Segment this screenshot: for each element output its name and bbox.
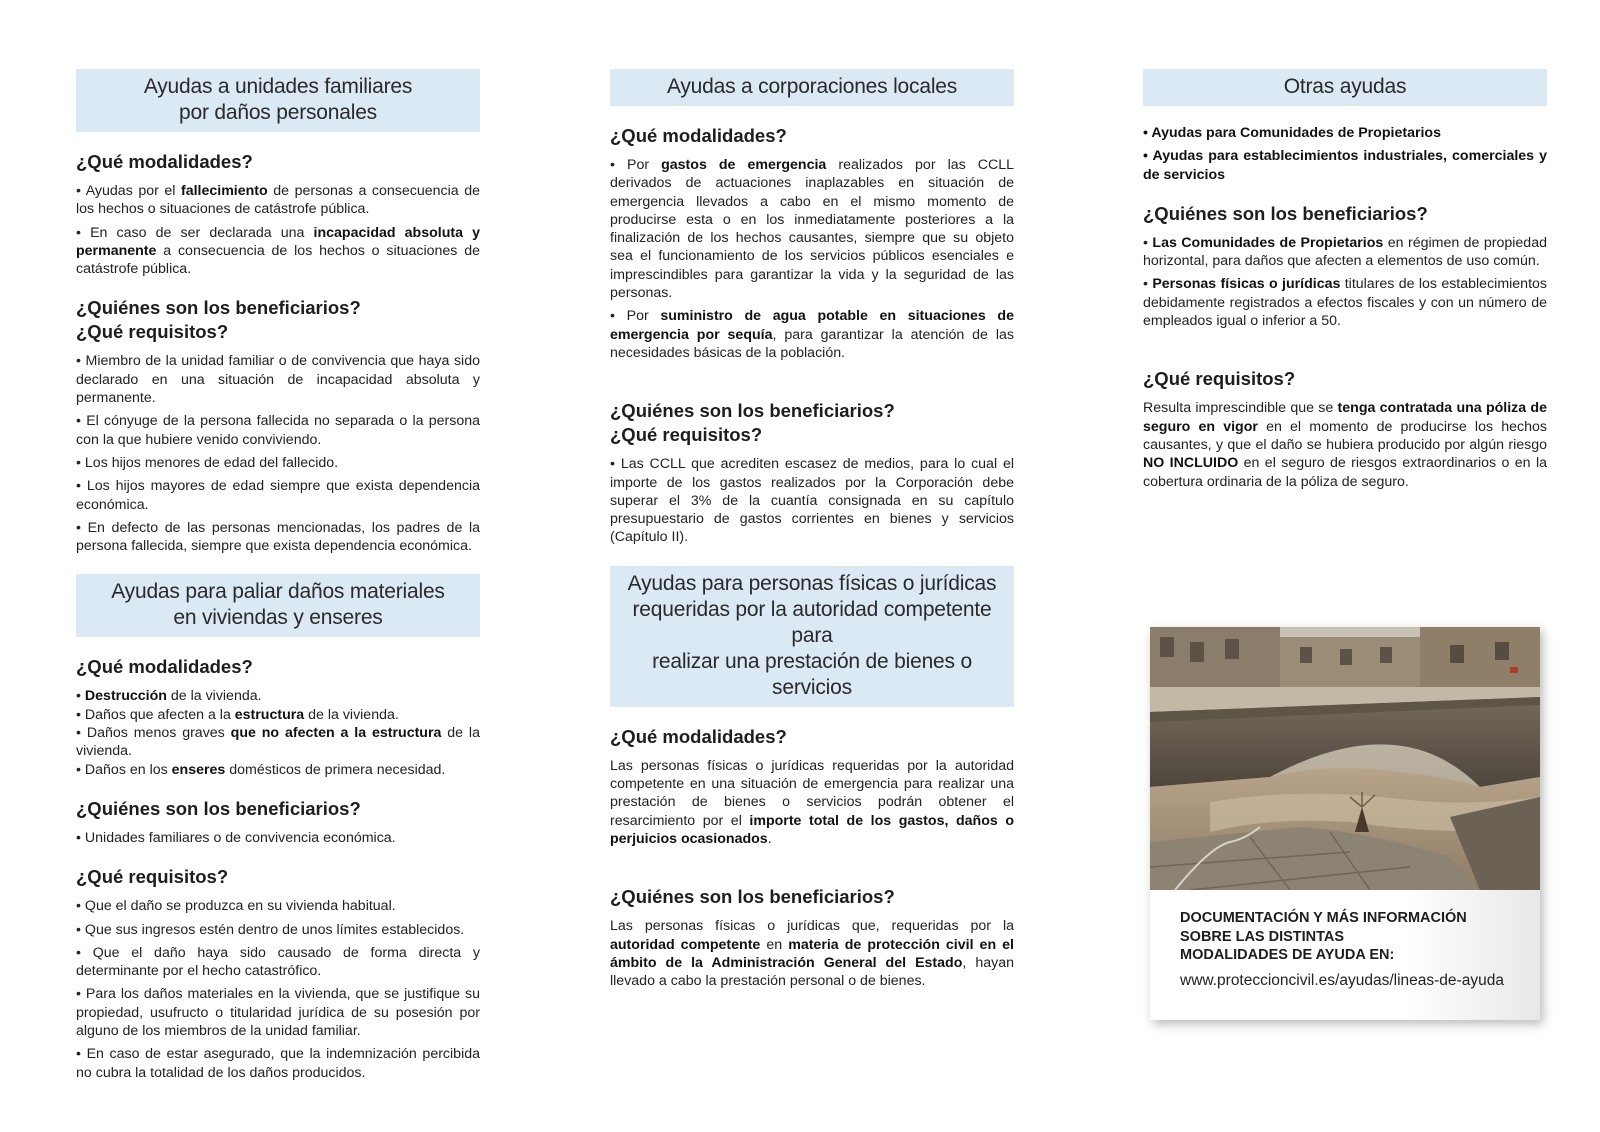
heading-beneficiaries: ¿Quiénes son los beneficiarios? [76,797,361,819]
paragraph: • En caso de ser declarada una incapacidad absoluta y permanente a consecuencia de los hechos o situaciones de catástrofe pública. [76,224,480,278]
heading-modalities: ¿Qué modalidades? [76,151,253,172]
paragraph: • Las Comunidades de Propietarios en régimen de propiedad horizontal, para daños que afecten a elementos de uso común. [1143,234,1547,270]
banner-line: realizar una prestación de bienes o servicios [652,649,972,699]
paragraph: • Las CCLL que acrediten escasez de medios, para lo cual el importe de los gastos realizados por la Corporación debe superar el 3% de la cuantía consignada en su capítulo presupuestario de gastos corrientes en bienes y servicios (Capítulo II). [610,456,1014,546]
list-item: • Para los daños materiales en la vivienda, que se justifique su propiedad, usufructo o titularidad jurídica de su posesión por alguno de los miembros de la unidad familiar. [76,986,480,1040]
list-item: • Que el daño se produzca en su vivienda habitual. [76,898,396,915]
list-item: • Ayudas para establecimientos industriales, comerciales y de servicios [1143,148,1547,183]
banner-line: Ayudas para personas físicas o jurídicas [627,571,997,595]
column-other-aid [1143,69,1547,496]
heading-beneficiaries: ¿Quiénes son los beneficiarios? [610,886,895,908]
section-banner-other-aid: Otras ayudas [1143,69,1547,106]
list-item: • Destrucción de la vivienda. [76,688,262,705]
section-banner-required-persons [610,566,1014,707]
banner-line: Ayudas para paliar daños materiales [111,580,445,604]
list-item: • Que sus ingresos estén dentro de unos límites establecidos. [76,921,465,938]
list-item: • Los hijos menores de edad del fallecido. [76,454,339,471]
paragraph: Las personas físicas o jurídicas requeridas por la autoridad competente en una situación de emergencia para realizar una prestación de bienes o servicios podrán obtener el resarcimiento por el importe total de los gastos, daños o perjuicios ocasionados. [610,757,1014,847]
section-banner-material-damage [76,574,480,637]
paragraph: Las personas físicas o jurídicas que, requeridas por la autoridad competente en materia de protección civil en el ámbito de la Administración General del Estado, hayan llevado a cabo la prestación personal o de bienes. [610,918,1015,990]
info-url-link[interactable]: www.proteccioncivil.es/ayudas/lineas-de-ayuda [1180,971,1504,989]
info-title: DOCUMENTACIÓN Y MÁS INFORMACIÓN SOBRE LAS DISTINTAS MODALIDADES DE AYUDA EN: [1180,910,1467,963]
banner-line: requeridas por la autoridad competente para [632,597,992,647]
heading-modalities: ¿Qué modalidades? [76,656,253,678]
paragraph: • Unidades familiares o de convivencia económica. [76,829,396,846]
heading-requirements: ¿Qué requisitos? [76,866,229,888]
heading-requirements: ¿Qué requisitos? [1143,368,1296,390]
banner-line: en viviendas y enseres [173,606,383,630]
column-local-corporations [610,69,1014,995]
heading-modalities: ¿Qué modalidades? [610,125,787,146]
section-banner-personal-damage [76,69,480,132]
banner-line: Ayudas a unidades familiares [143,75,413,98]
list-item: • El cónyuge de la persona fallecida no separada o la persona con la que hubiere venido conviviendo. [76,413,480,448]
list-item: • Ayudas para Comunidades de Propietarios [1143,125,1441,141]
paragraph: • Ayudas por el fallecimiento de personas a consecuencia de los hechos o situaciones de catástrofe pública. [76,183,480,218]
list-item: • En caso de estar asegurado, que la indemnización percibida no cubra la totalidad de los daños producidos. [76,1046,480,1081]
list-item: • En defecto de las personas mencionadas, los padres de la persona fallecida, siempre que exista dependencia económica. [76,519,480,555]
list-item: • Daños en los enseres domésticos de primera necesidad. [76,761,446,778]
heading-beneficiaries-requirements: ¿Quiénes son los beneficiarios? ¿Qué requisitos? [610,400,895,446]
paragraph: • Personas físicas o jurídicas titulares de los establecimientos debidamente registrados a efectos fiscales y con un número de empleados igual o inferior a 50. [1143,276,1547,330]
paragraph: Resulta imprescindible que se tenga contratada una póliza de seguro en vigor en el momento de producirse los hechos causantes, y que el daño se hubiera producido por algún riesgo NO INCLUIDO en el seguro de riesgos extraordinarios o en la cobertura ordinaria de la póliza de seguro. [1143,400,1548,490]
heading-modalities: ¿Qué modalidades? [610,725,787,747]
paragraph: • Por suministro de agua potable en situaciones de emergencia por sequía, para garantizar la atención de las necesidades básicas de la población. [610,308,1014,361]
list-item: • Daños que afecten a la estructura de la vivienda. [76,706,399,723]
heading-beneficiaries-requirements: ¿Quiénes son los beneficiarios? ¿Qué requisitos? [76,297,361,343]
heading-beneficiaries: ¿Quiénes son los beneficiarios? [1143,202,1428,224]
list-item: • Miembro de la unidad familiar o de convivencia que haya sido declarado en una situación de incapacidad absoluta y permanente. [76,353,480,407]
paragraph: • Por gastos de emergencia realizados por las CCLL derivados de actuaciones inaplazables en situación de emergencia llevados a cabo en el mismo momento de producirse esta o en los inmediatamente posteriores a la finalización de los hechos causantes, siempre que su objeto sea el funcionamiento de los servicios públicos esenciales e imprescindibles para garantizar la vida y la seguridad de las personas. [610,157,1014,302]
info-text [1180,909,1528,990]
list-item: • Daños menos graves que no afecten a la estructura de la vivienda. [76,725,480,760]
section-banner-local-corporations: Ayudas a corporaciones locales [610,69,1014,106]
list-item: • Que el daño haya sido causado de forma directa y determinante por el hecho catastrófico. [76,944,480,980]
info-card [1150,627,1540,1020]
banner-line: por daños personales [179,101,377,124]
column-personal-damage [76,69,480,1087]
list-item: • Los hijos mayores de edad siempre que exista dependencia económica. [76,478,480,513]
flood-bridge-photo [1150,627,1540,890]
